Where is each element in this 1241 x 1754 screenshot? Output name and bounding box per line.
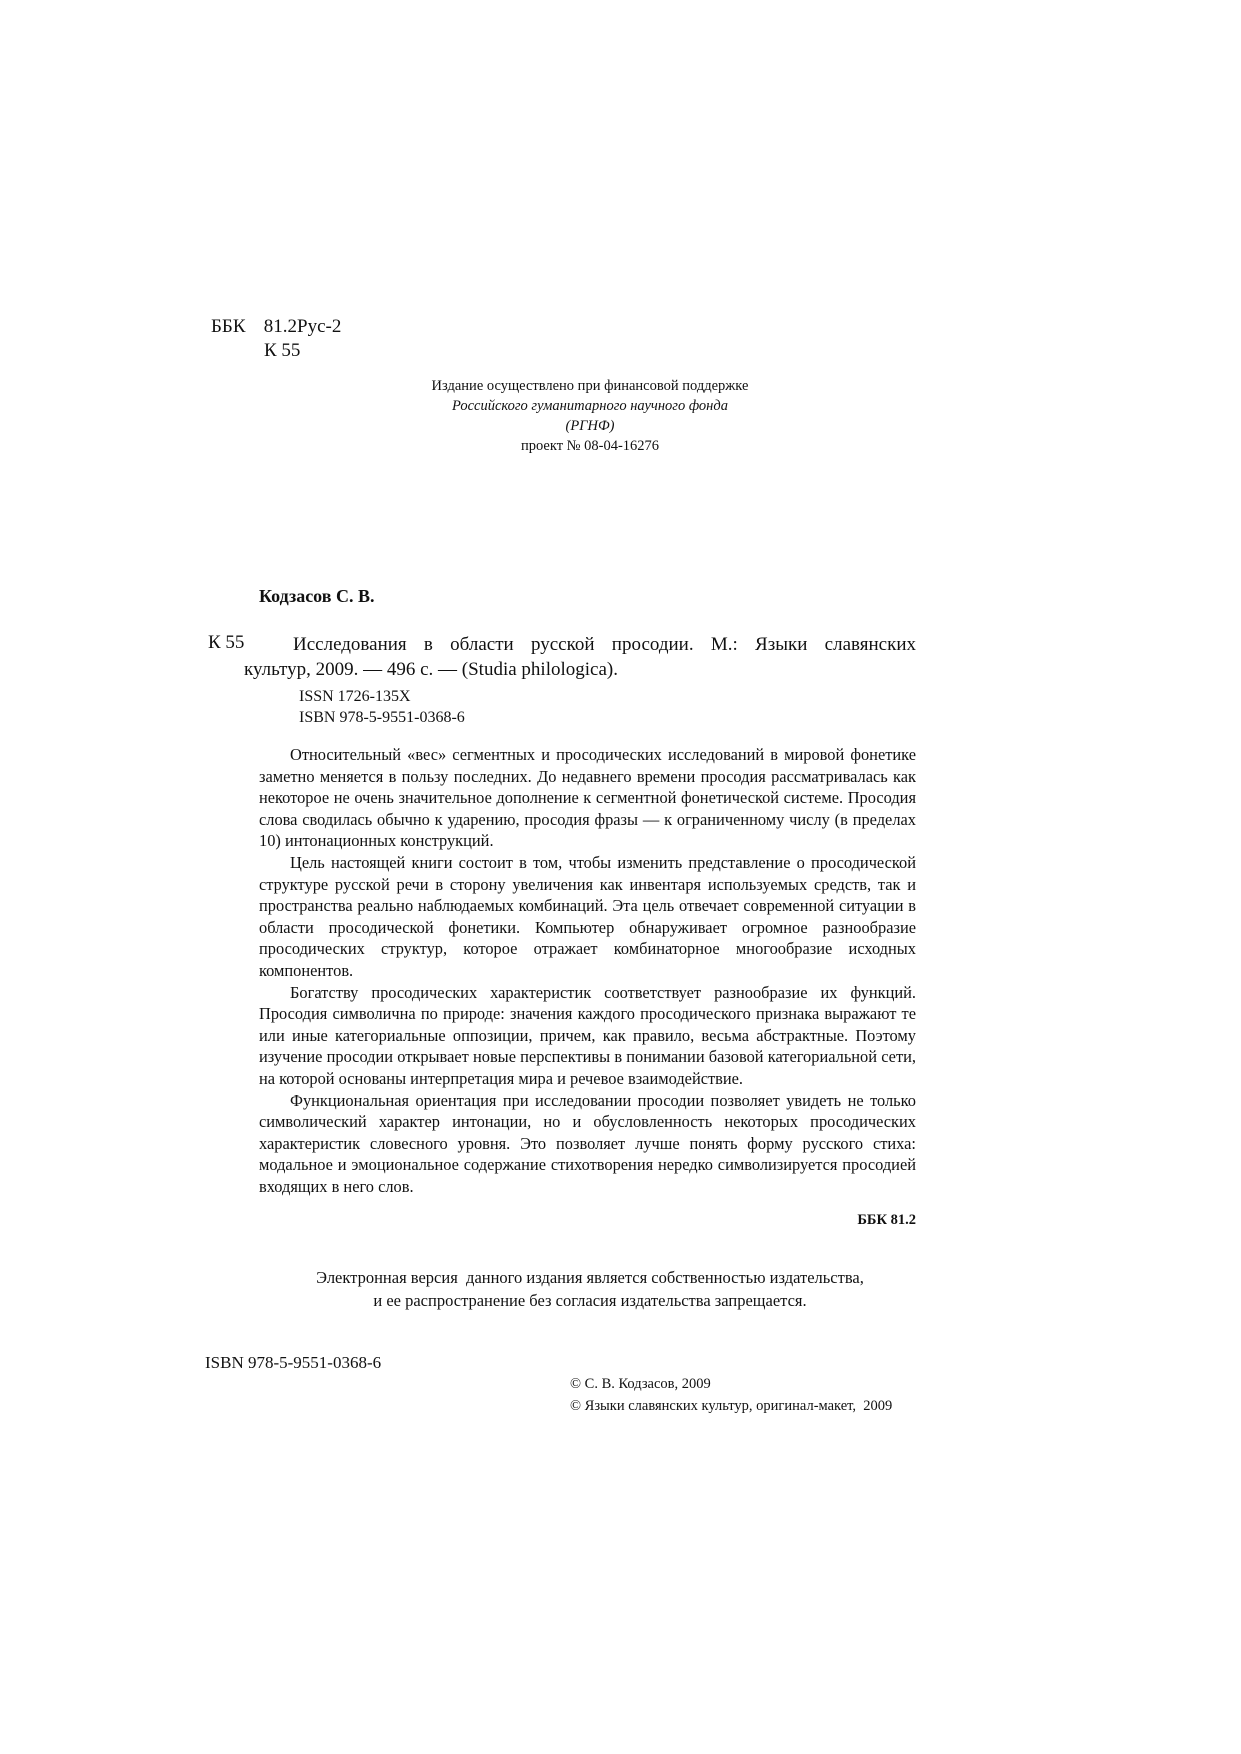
author-name: Кодзасов С. В.	[259, 586, 375, 606]
title-line-1: Исследования в области русской просодии. М.: Языки славянских	[293, 634, 916, 655]
bbk-code: 81.2Рус-2	[263, 316, 342, 337]
issn: ISSN 1726-135X	[299, 688, 411, 705]
bbk-author-mark: К 55	[264, 340, 301, 361]
abstract-paragraph-1: Относительный «вес» сегментных и просодических исследований в мировой фонетике заметно меняется в пользу последних. До недавнего времени просодия рассматривалась как некоторое не очень значительное дополнение к сегментной фонетической системе. Просодия слова сводилась обычно к ударению, просодия фразы — к ограниченному числу (в пределах 10) интонационных конструкций.	[259, 745, 916, 851]
funding-line-2: Российского гуманитарного научного фонда	[452, 398, 728, 414]
electronic-notice-line-2: и ее распространение без согласия издательства запрещается.	[373, 1291, 807, 1310]
copyright-publisher: © Языки славянских культур, оригинал-макет, 2009	[570, 1398, 893, 1414]
abstract-paragraph-4: Функциональная ориентация при исследовании просодии позволяет увидеть не только символический характер интонации, но и обусловленность некоторых просодических характеристик словесного уровня. Это позволяет лучше понять форму русского стиха: модальное и эмоциональное содержание стихотворения нередко символизируется просодией входящих в него слов.	[259, 1090, 916, 1196]
abstract-paragraph-2: Цель настоящей книги состоит в том, чтобы изменить представление о просодической структуре русской речи в сторону увеличения как инвентаря используемых средств, так и пространства реально наблюдаемых комбинаций. Эта цель отвечает современной ситуации в области просодической фонетики. Компьютер обнаруживает огромное разнообразие просодических структур, которое отражает комбинаторное многообразие исходных компонентов.	[259, 852, 916, 980]
funding-line-3: (РГНФ)	[565, 418, 615, 434]
bbk-label: ББК	[211, 316, 246, 337]
bbk-short: ББК 81.2	[857, 1212, 916, 1228]
electronic-notice	[240, 1266, 940, 1312]
abstract	[259, 744, 916, 1197]
abstract-paragraph-3: Богатству просодических характеристик соответствует разнообразие их функций. Просодия символична по природе: значения каждого просодического признака выражают те или иные категориальные оппозиции, причем, как правило, весьма абстрактные. Поэтому изучение просодии открывает новые перспективы в понимании базовой категориальной сети, на которой основаны интерпретация мира и речевое взаимодействие.	[259, 982, 916, 1088]
electronic-notice-line-1: Электронная версия данного издания является собственностью издательства,	[316, 1268, 864, 1287]
copyright-author: © С. В. Кодзасов, 2009	[570, 1376, 711, 1392]
book-title	[244, 632, 916, 682]
funding-note	[380, 376, 800, 456]
bottom-isbn: ISBN 978-5-9551-0368-6	[205, 1353, 382, 1372]
title-line-2: культур, 2009. — 496 с. — (Studia philologica).	[244, 659, 618, 680]
funding-line-4: проект № 08-04-16276	[520, 438, 660, 454]
bbk-classification	[211, 315, 341, 339]
entry-mark: К 55	[208, 632, 245, 653]
funding-line-1: Издание осуществлено при финансовой поддержке	[431, 378, 749, 394]
isbn: ISBN 978-5-9551-0368-6	[299, 709, 465, 726]
